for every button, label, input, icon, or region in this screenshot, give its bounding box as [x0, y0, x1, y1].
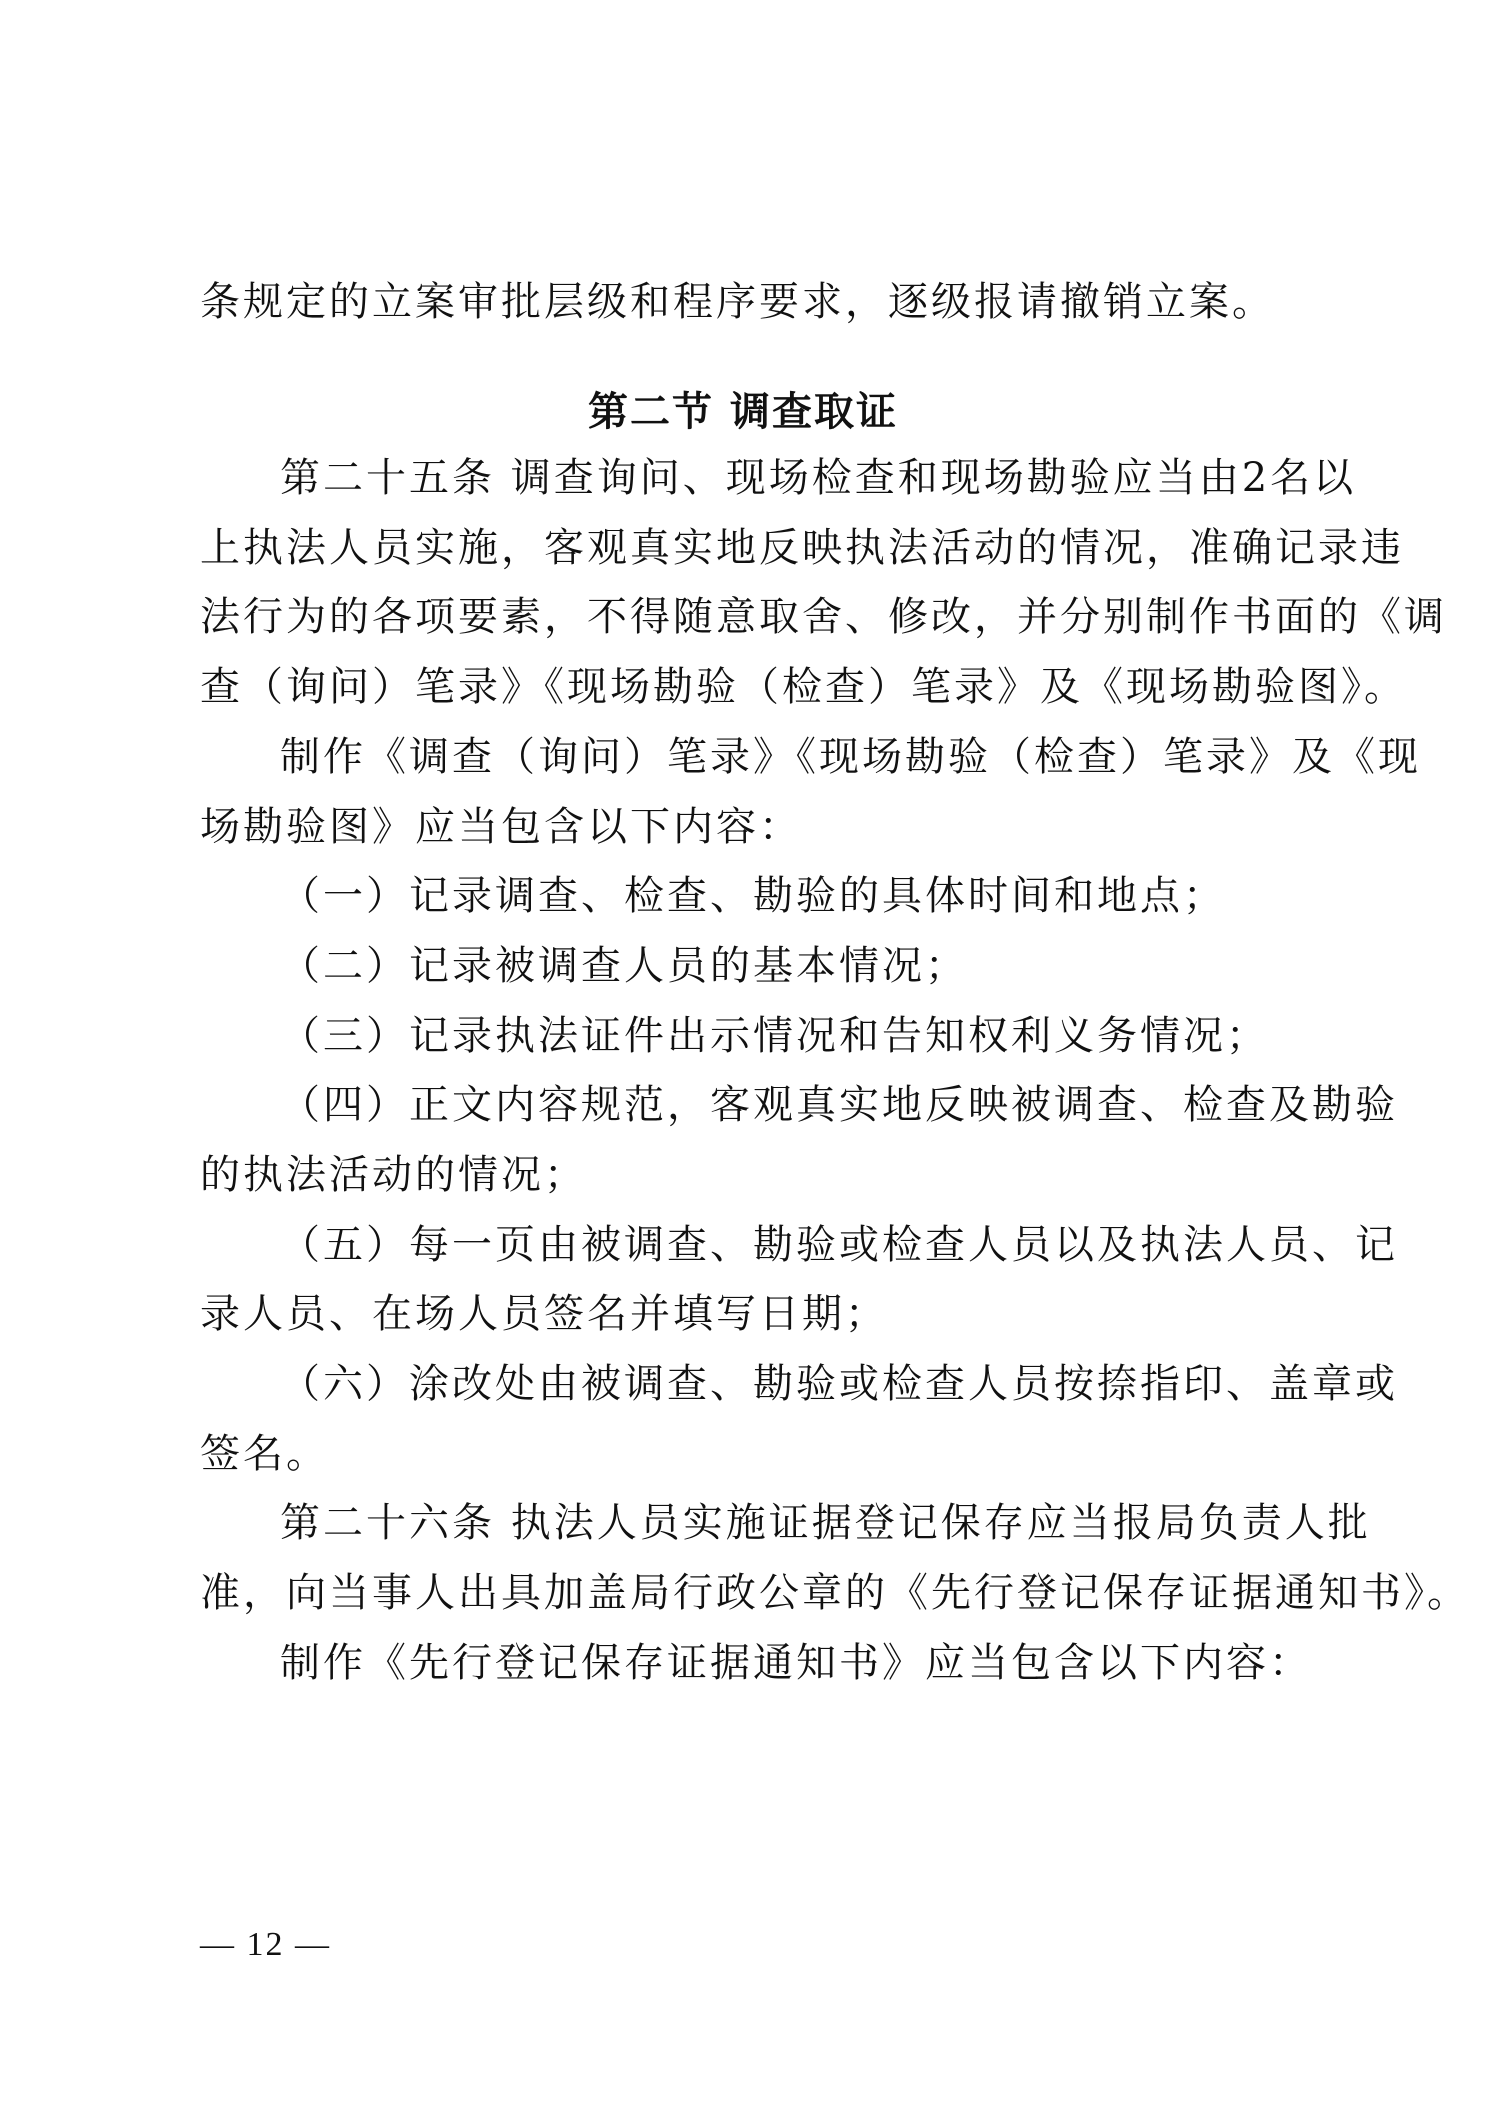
item-1: （一）记录调查、检查、勘验的具体时间和地点； — [280, 873, 1226, 919]
notice-intro: 制作《先行登记保存证据通知书》应当包含以下内容： — [280, 1640, 1312, 1686]
article-25-line-2: 上执法人员实施，客观真实地反映执法活动的情况，准确记录违 — [200, 525, 1404, 571]
item-5-line-2: 录人员、在场人员签名并填写日期； — [200, 1291, 888, 1337]
article-25-line-1: 第二十五条 调查询问、现场检查和现场勘验应当由2名以 — [280, 455, 1357, 501]
article-25-line-3: 法行为的各项要素，不得随意取舍、修改，并分别制作书面的《调 — [200, 594, 1447, 640]
item-3: （三）记录执法证件出示情况和告知权利义务情况； — [280, 1013, 1269, 1059]
item-4-line-2: 的执法活动的情况； — [200, 1152, 587, 1198]
item-6-line-1: （六）涂改处由被调查、勘验或检查人员按捺指印、盖章或 — [280, 1361, 1398, 1407]
article-25-line-4: 查（询问）笔录》《现场勘验（检查）笔录》及《现场勘验图》。 — [200, 664, 1407, 710]
article-26-line-2: 准，向当事人出具加盖局行政公章的《先行登记保存证据通知书》。 — [200, 1570, 1470, 1616]
article-26-line-1: 第二十六条 执法人员实施证据登记保存应当报局负责人批 — [280, 1500, 1371, 1546]
page-number: — 12 — — [200, 1926, 331, 1963]
content-intro-line-2: 场勘验图》应当包含以下内容： — [200, 804, 802, 850]
item-2: （二）记录被调查人员的基本情况； — [280, 943, 968, 989]
item-5-line-1: （五）每一页由被调查、勘验或检查人员以及执法人员、记 — [280, 1222, 1398, 1268]
item-4-line-1: （四）正文内容规范，客观真实地反映被调查、检查及勘验 — [280, 1082, 1398, 1128]
continuation-line: 条规定的立案审批层级和程序要求，逐级报请撤销立案。 — [200, 279, 1275, 325]
content-intro-line-1: 制作《调查（询问）笔录》《现场勘验（检查）笔录》及《现 — [280, 734, 1421, 780]
section-title: 第二节 调查取证 — [588, 388, 898, 435]
item-6-line-2: 签名。 — [200, 1431, 329, 1477]
